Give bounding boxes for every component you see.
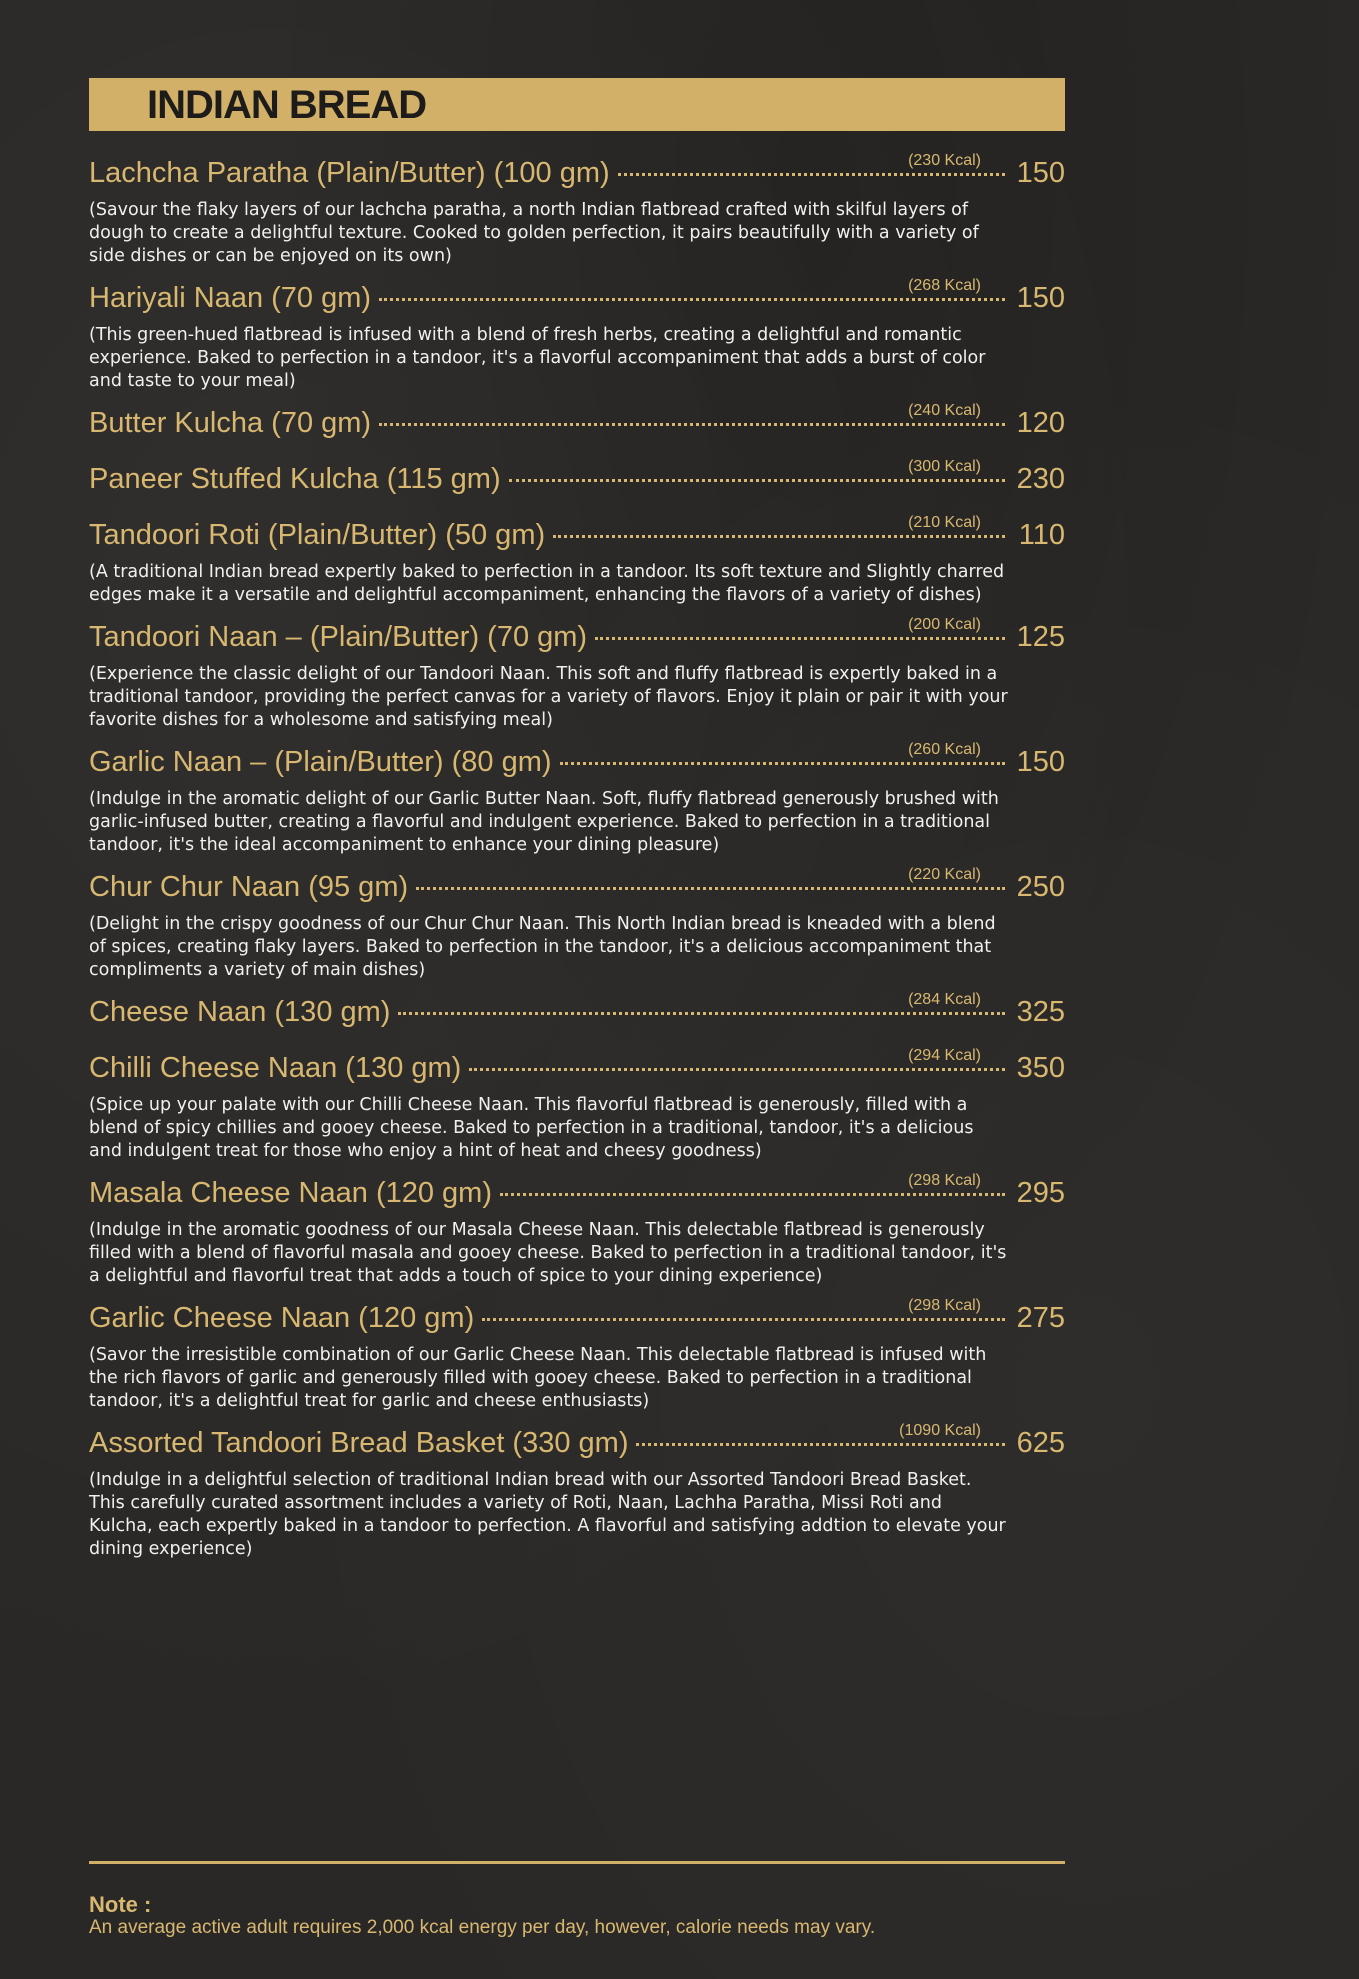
menu-item-description: (Indulge in the aromatic goodness of our Masala Cheese Naan. This delectable flatbread is generously filled with a blend of flavorful masala and gooey cheese. Baked to perfection in a traditional tandoor, it's a delightful and flavorful treat that adds a touch of spice to your dining experience) bbox=[89, 1220, 1007, 1286]
dot-leader bbox=[416, 887, 1005, 890]
menu-item-line bbox=[89, 152, 1065, 199]
menu-item-name: Cheese Naan (130 gm) bbox=[89, 996, 391, 1028]
menu-item-line bbox=[89, 991, 1065, 1038]
menu-item bbox=[89, 152, 1065, 268]
dot-leader bbox=[500, 1193, 1005, 1196]
note-label: Note : bbox=[89, 1892, 152, 1917]
note-text: An average active adult requires 2,000 kcal energy per day, however, calorie needs may vary. bbox=[89, 1917, 876, 1938]
menu-item-price: 110 bbox=[1018, 519, 1065, 551]
menu-item-description: (This green-hued flatbread is infused with a blend of fresh herbs, creating a delightful and romantic experience. Baked to perfection in a tandoor, it's a flavorful accompaniment that adds a burst of color and taste to your meal) bbox=[89, 325, 986, 391]
menu-item-kcal: (230 Kcal) bbox=[908, 152, 981, 169]
dot-leader bbox=[636, 1443, 1005, 1446]
menu-item-name: Assorted Tandoori Bread Basket (330 gm) bbox=[89, 1427, 629, 1459]
menu-item-price: 350 bbox=[1016, 1052, 1065, 1084]
menu-item-name: Tandoori Roti (Plain/Butter) (50 gm) bbox=[89, 519, 546, 551]
dot-leader bbox=[618, 173, 1005, 176]
dot-leader bbox=[595, 637, 1005, 640]
menu-item-name: Lachcha Paratha (Plain/Butter) (100 gm) bbox=[89, 157, 610, 189]
menu-item-line bbox=[89, 1172, 1065, 1219]
menu-item-description: (Savor the irresistible combination of our Garlic Cheese Naan. This delectable flatbread is infused with the rich flavors of garlic and generously filled with gooey cheese. Baked to perfection in a traditional tandoor, it's a delightful treat for garlic and cheese enthusiasts) bbox=[89, 1345, 987, 1411]
menu-item-line bbox=[89, 277, 1065, 324]
menu-item bbox=[89, 1297, 1065, 1413]
menu-item-kcal: (200 Kcal) bbox=[908, 616, 981, 633]
menu-item-kcal: (268 Kcal) bbox=[908, 277, 981, 294]
menu-item-kcal: (294 Kcal) bbox=[908, 1047, 981, 1064]
footer-divider bbox=[89, 1861, 1065, 1864]
menu-item-line bbox=[89, 458, 1065, 505]
menu-item bbox=[89, 616, 1065, 732]
menu-item-price: 275 bbox=[1016, 1302, 1065, 1334]
menu-item bbox=[89, 741, 1065, 857]
menu-item-price: 295 bbox=[1016, 1177, 1065, 1209]
dot-leader bbox=[379, 423, 1005, 426]
menu-item bbox=[89, 277, 1065, 393]
menu-item-line bbox=[89, 514, 1065, 561]
menu-item-kcal: (210 Kcal) bbox=[908, 514, 981, 531]
menu-item-line bbox=[89, 1422, 1065, 1469]
menu-item-price: 125 bbox=[1016, 621, 1065, 653]
menu-item-line bbox=[89, 741, 1065, 788]
dot-leader bbox=[560, 762, 1005, 765]
menu-items-list bbox=[89, 152, 1065, 1561]
menu-item-kcal: (298 Kcal) bbox=[908, 1297, 981, 1314]
menu-item-name: Chilli Cheese Naan (130 gm) bbox=[89, 1052, 462, 1084]
menu-item-line bbox=[89, 1047, 1065, 1094]
menu-item-description: (A traditional Indian bread expertly baked to perfection in a tandoor. Its soft texture and Slightly charred edges make it a versatile and delightful accompaniment, enhancing the flavors of a variety of dishes) bbox=[89, 562, 1005, 605]
menu-item-name: Hariyali Naan (70 gm) bbox=[89, 282, 372, 314]
menu-item-kcal: (298 Kcal) bbox=[908, 1172, 981, 1189]
menu-item-name: Tandoori Naan – (Plain/Butter) (70 gm) bbox=[89, 621, 588, 653]
menu-item bbox=[89, 514, 1065, 607]
menu-item-kcal: (260 Kcal) bbox=[908, 741, 981, 758]
dot-leader bbox=[553, 535, 1005, 538]
menu-item bbox=[89, 866, 1065, 982]
menu-item-kcal: (300 Kcal) bbox=[908, 458, 981, 475]
section-title: INDIAN BREAD bbox=[147, 83, 427, 127]
menu-item-price: 150 bbox=[1016, 157, 1065, 189]
menu-item bbox=[89, 458, 1065, 505]
menu-item-description: (Spice up your palate with our Chilli Cheese Naan. This flavorful flatbread is generously, filled with a blend of spicy chillies and gooey cheese. Baked to perfection in a traditional, tandoor, it's a delicious and indulgent treat for those who enjoy a hint of heat and cheesy goodness) bbox=[89, 1095, 974, 1161]
menu-item-kcal: (284 Kcal) bbox=[908, 991, 981, 1008]
dot-leader bbox=[379, 298, 1005, 301]
menu-item-description: (Savour the flaky layers of our lachcha paratha, a north Indian flatbread crafted with skilful layers of dough to create a delightful texture. Cooked to golden perfection, it pairs beautifully with a variety of side dishes or can be enjoyed on its own) bbox=[89, 200, 979, 266]
menu-item-line bbox=[89, 866, 1065, 913]
section-banner bbox=[89, 78, 1065, 131]
dot-leader bbox=[482, 1318, 1005, 1321]
menu-item-price: 120 bbox=[1016, 407, 1065, 439]
menu-item-kcal: (1090 Kcal) bbox=[899, 1422, 981, 1439]
menu-item-description: (Delight in the crispy goodness of our Chur Chur Naan. This North Indian bread is kneaded with a blend of spices, creating flaky layers. Baked to perfection in the tandoor, it's a delicious accompaniment that compliments a variety of main dishes) bbox=[89, 914, 996, 980]
menu-item-name: Chur Chur Naan (95 gm) bbox=[89, 871, 409, 903]
menu-item-price: 230 bbox=[1016, 463, 1065, 495]
menu-item bbox=[89, 1047, 1065, 1163]
dot-leader bbox=[509, 479, 1005, 482]
menu-item-price: 150 bbox=[1016, 746, 1065, 778]
menu-item bbox=[89, 402, 1065, 449]
menu-item-line bbox=[89, 616, 1065, 663]
menu-item-line bbox=[89, 1297, 1065, 1344]
menu-item-kcal: (220 Kcal) bbox=[908, 866, 981, 883]
menu-item-price: 150 bbox=[1016, 282, 1065, 314]
menu-item bbox=[89, 1172, 1065, 1288]
menu-item-price: 625 bbox=[1016, 1427, 1065, 1459]
menu-item-kcal: (240 Kcal) bbox=[908, 402, 981, 419]
menu-item bbox=[89, 1422, 1065, 1561]
menu-item bbox=[89, 991, 1065, 1038]
menu-item-name: Garlic Cheese Naan (120 gm) bbox=[89, 1302, 475, 1334]
menu-item-description: (Indulge in a delightful selection of traditional Indian bread with our Assorted Tandoori Bread Basket. This carefully curated assortment includes a variety of Roti, Naan, Lachha Paratha, Missi Roti and Kulcha, each expertly baked in a tandoor to perfection. A flavorful and satisfying addtion to elevate your dining experience) bbox=[89, 1470, 1006, 1559]
menu-item-name: Paneer Stuffed Kulcha (115 gm) bbox=[89, 463, 501, 495]
menu-item-description: (Experience the classic delight of our Tandoori Naan. This soft and fluffy flatbread is expertly baked in a traditional tandoor, providing the perfect canvas for a variety of flavors. Enjoy it plain or pair it with your favorite dishes for a wholesome and satisfying meal) bbox=[89, 664, 1008, 730]
menu-item-name: Garlic Naan – (Plain/Butter) (80 gm) bbox=[89, 746, 552, 778]
menu-page bbox=[89, 78, 1065, 1575]
menu-item-name: Masala Cheese Naan (120 gm) bbox=[89, 1177, 492, 1209]
menu-item-price: 250 bbox=[1016, 871, 1065, 903]
menu-item-price: 325 bbox=[1016, 996, 1065, 1028]
dot-leader bbox=[398, 1012, 1005, 1015]
menu-item-description: (Indulge in the aromatic delight of our Garlic Butter Naan. Soft, fluffy flatbread generously brushed with garlic-infused butter, creating a flavorful and indulgent experience. Baked to perfection in a traditional tandoor, it's the ideal accompaniment to enhance your dining pleasure) bbox=[89, 789, 999, 855]
dot-leader bbox=[469, 1068, 1005, 1071]
menu-item-name: Butter Kulcha (70 gm) bbox=[89, 407, 372, 439]
menu-item-line bbox=[89, 402, 1065, 449]
